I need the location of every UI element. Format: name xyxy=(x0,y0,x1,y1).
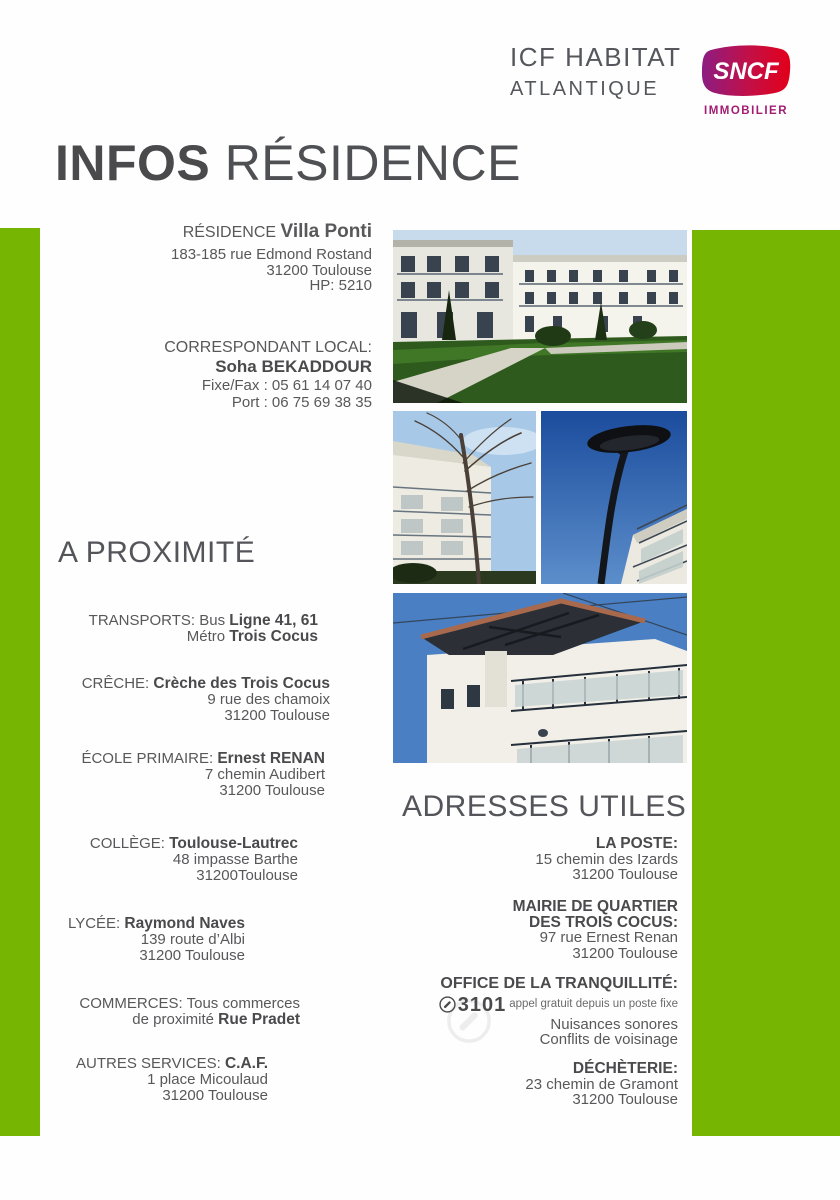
residence-name-line xyxy=(92,221,372,243)
item-line: 31200 Toulouse xyxy=(572,944,678,962)
item-line xyxy=(40,1072,268,1088)
proximite-item-college xyxy=(40,836,298,884)
item-text: CRÊCHE: xyxy=(81,675,154,692)
item-title: LA POSTE: xyxy=(595,835,678,852)
residence-name: Villa Ponti xyxy=(280,221,372,242)
correspondant-block xyxy=(92,339,372,411)
item-text-bold: Toulouse-Lautrec xyxy=(169,835,298,852)
item-line xyxy=(40,692,330,708)
item-line: Conflits de voisinage xyxy=(539,1031,678,1048)
item-title: OFFICE DE LA TRANQUILLITÉ: xyxy=(440,975,678,992)
sncf-logo-icon xyxy=(701,44,791,98)
page-title-bold: INFOS xyxy=(55,135,211,191)
item-line xyxy=(40,751,325,767)
item-line: 31200 Toulouse xyxy=(572,866,678,883)
residence-info-block xyxy=(92,221,372,294)
adresse-item-mairie xyxy=(400,899,678,961)
item-line xyxy=(40,948,245,964)
item-line xyxy=(40,629,318,645)
item-text-bold: C.A.F. xyxy=(224,1055,268,1072)
building-with-bare-tree-photo xyxy=(393,411,536,584)
item-text: 9 rue des chamoix xyxy=(207,691,330,708)
correspondant-phone2: Port : 06 75 69 38 35 xyxy=(231,394,372,411)
item-text: de proximité xyxy=(132,1011,219,1028)
residence-hp: HP: 5210 xyxy=(309,277,372,294)
page-title-regular: RÉSIDENCE xyxy=(210,135,521,191)
correspondant-label: CORRESPONDANT LOCAL: xyxy=(164,339,372,356)
phone-number: 3101 xyxy=(457,993,507,1016)
item-line xyxy=(40,836,298,852)
item-text: Métro xyxy=(186,628,230,645)
page-title xyxy=(55,134,521,192)
item-text: TRANSPORTS: Bus xyxy=(88,612,230,629)
item-text: AUTRES SERVICES: xyxy=(76,1055,225,1072)
item-text: 48 impasse Barthe xyxy=(172,851,298,868)
item-text: 31200 Toulouse xyxy=(139,947,245,964)
proximite-item-lycee xyxy=(40,916,245,964)
item-line xyxy=(40,708,330,724)
proximite-item-commerces xyxy=(40,996,300,1028)
item-text: ÉCOLE PRIMAIRE: xyxy=(81,750,218,767)
item-text: 31200 Toulouse xyxy=(219,782,325,799)
proximite-item-ecole-primaire xyxy=(40,751,325,799)
item-text: LYCÉE: xyxy=(67,915,125,932)
item-line xyxy=(40,1056,268,1072)
item-text: 7 chemin Audibert xyxy=(204,766,325,783)
item-line: 31200 Toulouse xyxy=(572,1091,678,1108)
correspondant-name: Soha BEKADDOUR xyxy=(215,357,372,376)
item-text: COLLÈGE: xyxy=(89,835,170,852)
proximite-item-autres-services xyxy=(40,1056,268,1104)
item-line xyxy=(40,613,318,629)
icf-habitat-logo xyxy=(510,42,700,101)
item-line xyxy=(40,916,245,932)
item-text: 31200Toulouse xyxy=(196,867,298,884)
item-title: DES TROIS COCUS: xyxy=(529,913,678,931)
adresse-item-office-tranquillite xyxy=(400,976,678,1048)
building-balconies-photo xyxy=(393,593,687,763)
item-text-bold: Ligne 41, 61 xyxy=(229,612,318,629)
item-line: Nuisances sonores xyxy=(550,1015,678,1033)
item-line xyxy=(40,996,300,1012)
adresses-heading: ADRESSES UTILES xyxy=(402,790,687,823)
residence-courtyard-photo xyxy=(393,230,687,403)
phone-icon xyxy=(439,996,456,1013)
item-text-bold: Trois Cocus xyxy=(229,628,318,645)
sncf-immobilier-logo xyxy=(700,44,792,117)
item-line xyxy=(40,676,330,692)
item-line xyxy=(40,1088,268,1104)
item-line xyxy=(40,852,298,868)
item-text-bold: Ernest RENAN xyxy=(217,750,325,767)
residence-address2: 31200 Toulouse xyxy=(266,261,372,279)
brand-region: ATLANTIQUE xyxy=(510,78,660,100)
adresse-item-dechetterie xyxy=(400,1061,678,1108)
item-line xyxy=(40,868,298,884)
item-line: 97 rue Ernest Renan xyxy=(539,929,678,946)
item-text-bold: Crèche des Trois Cocus xyxy=(153,675,330,692)
left-green-bar xyxy=(0,228,40,1136)
item-text: 31200 Toulouse xyxy=(224,707,330,724)
residence-address1: 183-185 rue Edmond Rostand xyxy=(171,246,372,263)
proximite-item-creche xyxy=(40,676,330,724)
item-line xyxy=(40,932,245,948)
item-text: 31200 Toulouse xyxy=(162,1087,268,1104)
street-lamp-blue-sky-photo xyxy=(541,411,687,584)
proximite-heading: A PROXIMITÉ xyxy=(58,536,256,569)
item-title: DÉCHÈTERIE: xyxy=(572,1060,678,1077)
svg-text:SNCF: SNCF xyxy=(713,58,779,85)
item-line xyxy=(40,767,325,783)
item-title: MAIRIE DE QUARTIER xyxy=(512,898,678,915)
item-line xyxy=(40,1012,300,1028)
item-text: COMMERCES: Tous commerces xyxy=(79,995,300,1012)
phone-note: appel gratuit depuis un poste fixe xyxy=(509,997,678,1010)
adresse-item-la-poste xyxy=(400,836,678,883)
sncf-sub-label: IMMOBILIER xyxy=(704,105,788,117)
correspondant-phone1: Fixe/Fax : 05 61 14 07 40 xyxy=(201,377,372,394)
item-line: 15 chemin des Izards xyxy=(535,850,678,868)
item-text-bold: Rue Pradet xyxy=(218,1011,300,1028)
phone-row xyxy=(400,995,678,1015)
item-text: 139 route d’Albi xyxy=(140,931,245,948)
item-line: 23 chemin de Gramont xyxy=(525,1075,678,1093)
proximite-item-transports xyxy=(40,613,318,645)
right-green-bar xyxy=(692,230,840,1136)
item-text: 1 place Micoulaud xyxy=(147,1071,268,1088)
item-text-bold: Raymond Naves xyxy=(124,915,245,932)
item-line xyxy=(40,783,325,799)
brand-name: ICF HABITAT xyxy=(510,42,682,72)
residence-label: RÉSIDENCE xyxy=(182,224,281,241)
